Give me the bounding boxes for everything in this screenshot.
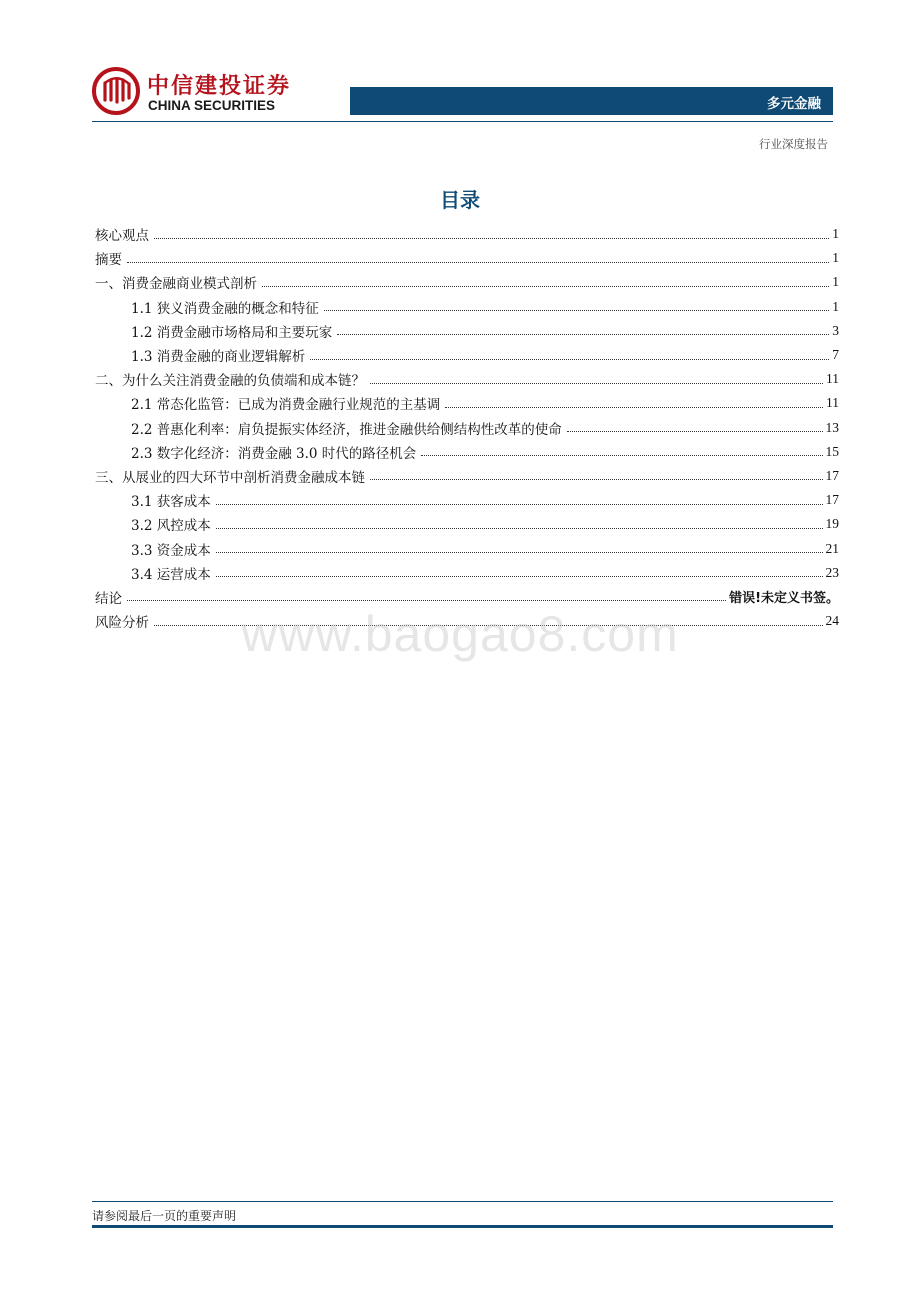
toc-entry-page: 24: [825, 613, 839, 629]
toc-entry-title: 结论: [95, 587, 124, 607]
toc-entry-page: 23: [825, 564, 839, 580]
toc-leader-dots: [262, 286, 829, 287]
toc-entry-title: 1.2 消费金融市场格局和主要玩家: [131, 321, 334, 341]
footer-divider: [92, 1201, 833, 1202]
toc-leader-dots: [370, 383, 823, 384]
toc-entry[interactable]: [95, 416, 839, 440]
toc-entry[interactable]: [95, 222, 839, 246]
toc-leader-dots: [154, 625, 823, 626]
toc-entry[interactable]: [95, 295, 839, 319]
toc-leader-dots: [370, 479, 823, 480]
toc-leader-dots: [337, 334, 829, 335]
toc-entry[interactable]: [95, 246, 839, 270]
toc-entry-page: 11: [826, 371, 839, 387]
toc-leader-dots: [154, 238, 829, 239]
toc-leader-dots: [310, 359, 829, 360]
brand-name-en: CHINA SECURITIES: [148, 98, 276, 113]
toc-entry-title: 2.1 常态化监管：已成为消费金融行业规范的主基调: [131, 393, 442, 413]
toc-entry-page: 错误!未定义书签。: [729, 591, 839, 607]
sector-label: 多元金融: [767, 96, 821, 112]
toc-entry-title: 2.3 数字化经济：消费金融 3.0 时代的路径机会: [131, 442, 418, 462]
toc-leader-dots: [324, 310, 829, 311]
toc-leader-dots: [216, 552, 823, 553]
toc-entry[interactable]: [95, 536, 839, 560]
toc-entry-page: 3: [832, 322, 839, 338]
toc-entry-page: 21: [825, 540, 839, 556]
toc-entry-title: 三、从展业的四大环节中剖析消费金融成本链: [95, 466, 367, 486]
toc-entry-title: 1.1 狭义消费金融的概念和特征: [131, 297, 321, 317]
company-logo: [92, 67, 312, 119]
toc-entry[interactable]: [95, 367, 839, 391]
toc-leader-dots: [216, 504, 823, 505]
china-securities-logo-icon: [92, 67, 140, 115]
toc-entry[interactable]: [95, 270, 839, 294]
toc-leader-dots: [421, 455, 822, 456]
sector-banner: [350, 87, 833, 115]
toc-entry-title: 风险分析: [95, 611, 151, 631]
toc-entry[interactable]: [95, 343, 839, 367]
toc-leader-dots: [127, 262, 829, 263]
toc-entry-title: 1.3 消费金融的商业逻辑解析: [131, 345, 307, 365]
footer-bar: [92, 1225, 833, 1228]
toc-entry[interactable]: [95, 488, 839, 512]
toc-entry-page: 1: [832, 226, 839, 242]
table-of-contents: [95, 222, 839, 633]
toc-leader-dots: [567, 431, 823, 432]
toc-entry-page: 1: [832, 274, 839, 290]
watermark: www.baogao8.com: [241, 606, 679, 662]
toc-entry[interactable]: [95, 391, 839, 415]
toc-entry[interactable]: [95, 319, 839, 343]
toc-entry-title: 一、消费金融商业模式剖析: [95, 272, 259, 292]
footer-disclaimer: 请参阅最后一页的重要声明: [92, 1209, 237, 1223]
toc-title: 目录: [440, 188, 480, 212]
toc-leader-dots: [216, 576, 823, 577]
toc-entry-page: 15: [825, 443, 839, 459]
report-type: 行业深度报告: [759, 137, 828, 151]
toc-leader-dots: [216, 528, 823, 529]
toc-entry[interactable]: [95, 464, 839, 488]
toc-entry-title: 3.4 运营成本: [131, 563, 213, 583]
toc-entry-title: 二、为什么关注消费金融的负债端和成本链？: [95, 369, 367, 389]
toc-entry-page: 17: [825, 467, 839, 483]
brand-name-cn: 中信建投证券: [147, 74, 292, 99]
toc-entry-page: 19: [825, 516, 839, 532]
header-divider: [92, 121, 833, 122]
toc-leader-dots: [445, 407, 823, 408]
toc-entry-title: 核心观点: [95, 224, 151, 244]
toc-entry[interactable]: [95, 512, 839, 536]
toc-entry[interactable]: [95, 585, 839, 609]
toc-entry-title: 摘要: [95, 248, 124, 268]
toc-entry-page: 7: [832, 347, 839, 363]
toc-entry[interactable]: [95, 609, 839, 633]
toc-entry-title: 2.2 普惠化利率：肩负提振实体经济，推进金融供给侧结构性改革的使命: [131, 418, 564, 438]
toc-entry-page: 17: [825, 492, 839, 508]
toc-leader-dots: [127, 600, 726, 601]
toc-entry[interactable]: [95, 561, 839, 585]
toc-entry-page: 13: [825, 419, 839, 435]
toc-entry-title: 3.1 获客成本: [131, 490, 213, 510]
toc-entry-title: 3.2 风控成本: [131, 514, 213, 534]
toc-entry-page: 1: [832, 298, 839, 314]
toc-entry-page: 11: [826, 395, 839, 411]
toc-entry-title: 3.3 资金成本: [131, 539, 213, 559]
toc-entry[interactable]: [95, 440, 839, 464]
toc-entry-page: 1: [832, 250, 839, 266]
